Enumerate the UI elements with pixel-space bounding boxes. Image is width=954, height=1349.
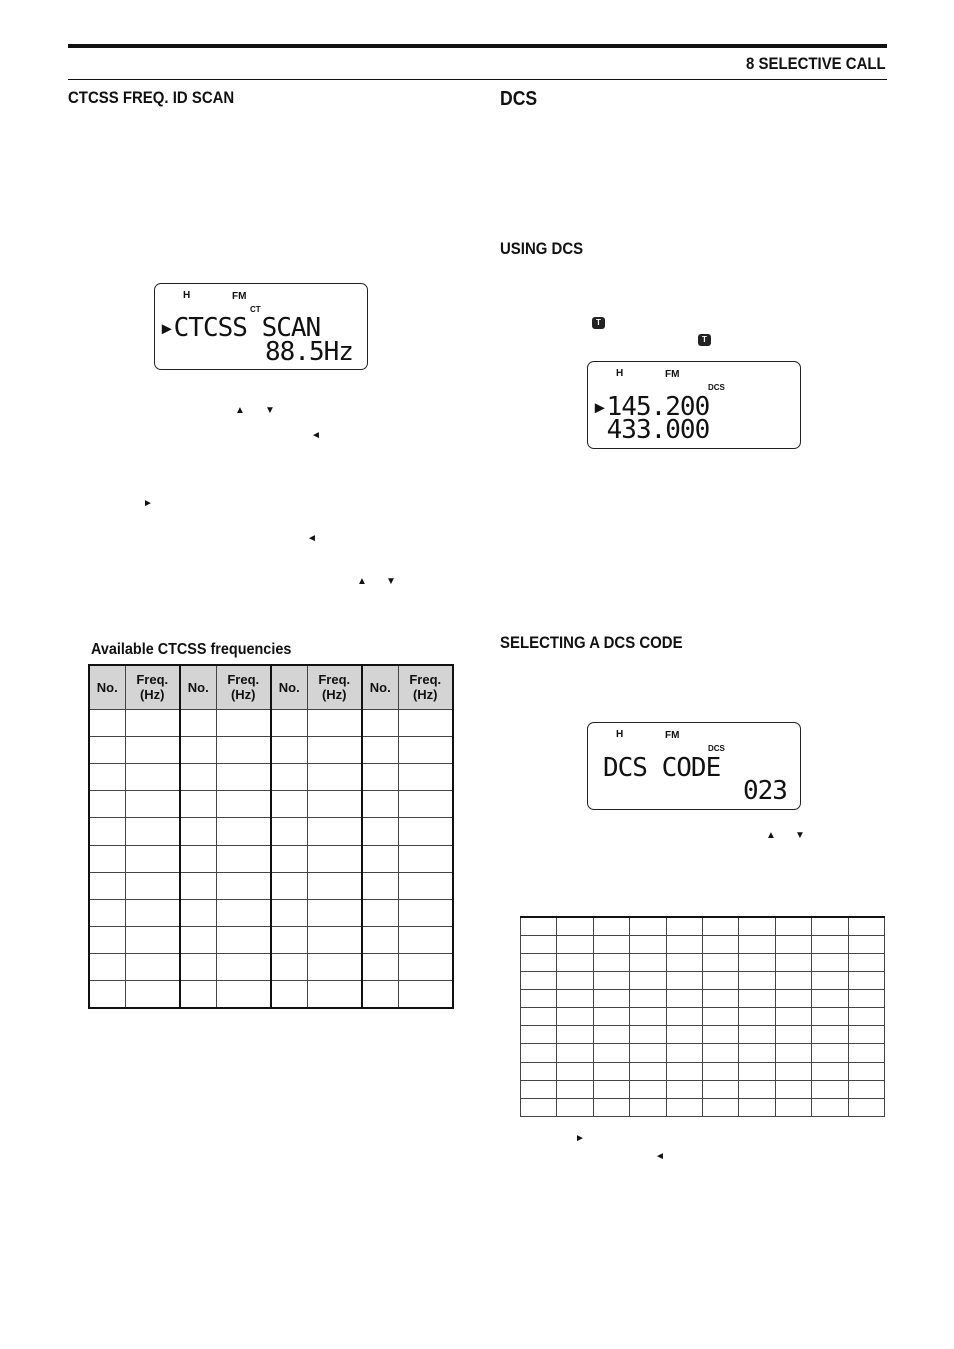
table-cell xyxy=(398,981,453,1008)
table-cell xyxy=(180,927,216,954)
table-cell xyxy=(398,736,453,763)
section-heading-dcs: DCS xyxy=(500,88,538,110)
lcd-indicator-h: H xyxy=(616,729,624,740)
table-cell xyxy=(812,990,848,1008)
table-cell xyxy=(216,818,271,845)
table-cell xyxy=(702,935,738,953)
table-cell xyxy=(812,1062,848,1080)
table-cell xyxy=(775,917,811,935)
table-cell xyxy=(812,917,848,935)
table-cell xyxy=(180,981,216,1008)
up-arrow-icon: ▲ xyxy=(766,830,776,841)
table-cell xyxy=(362,709,398,736)
table-cell xyxy=(702,953,738,971)
lcd-line-2: 023 xyxy=(743,776,787,806)
table-cell xyxy=(307,927,362,954)
table-cell xyxy=(180,791,216,818)
table-cell xyxy=(125,764,180,791)
table-cell xyxy=(216,791,271,818)
table-cell xyxy=(307,845,362,872)
table-cell xyxy=(557,971,593,989)
table-row xyxy=(521,971,885,989)
table-cell xyxy=(180,736,216,763)
table-cell xyxy=(630,1062,666,1080)
table-cell xyxy=(702,917,738,935)
table-cell xyxy=(812,1098,848,1116)
column-header-no: No. xyxy=(89,665,125,709)
table-cell xyxy=(630,1098,666,1116)
table-cell xyxy=(89,764,125,791)
table-cell xyxy=(593,1026,629,1044)
table-cell xyxy=(125,845,180,872)
table-cell xyxy=(739,935,775,953)
lcd-indicator-ct: CT xyxy=(250,305,261,314)
table-cell xyxy=(666,1098,702,1116)
table-cell xyxy=(125,709,180,736)
table-cell xyxy=(362,845,398,872)
table-cell xyxy=(630,953,666,971)
table-cell xyxy=(398,791,453,818)
lcd-line-1: ▸145.200 xyxy=(592,392,710,422)
table-row xyxy=(521,1080,885,1098)
lcd-indicator-fm: FM xyxy=(232,291,247,302)
table-row xyxy=(89,764,453,791)
table-cell xyxy=(739,917,775,935)
table-cell xyxy=(593,917,629,935)
table-cell xyxy=(521,935,557,953)
table-cell xyxy=(216,872,271,899)
table-cell xyxy=(775,971,811,989)
lcd-indicator-h: H xyxy=(183,290,191,301)
table-cell xyxy=(775,1026,811,1044)
table-cell xyxy=(702,1080,738,1098)
table-cell xyxy=(521,1098,557,1116)
down-arrow-icon: ▼ xyxy=(795,830,805,841)
chapter-title: 8 SELECTIVE CALL xyxy=(746,54,886,73)
table-cell xyxy=(398,954,453,981)
table-cell xyxy=(630,935,666,953)
table-cell xyxy=(398,845,453,872)
table-cell xyxy=(666,935,702,953)
table-row xyxy=(521,953,885,971)
table-cell xyxy=(362,764,398,791)
lcd-indicator-fm: FM xyxy=(665,730,680,741)
table-cell xyxy=(180,764,216,791)
table-cell xyxy=(89,791,125,818)
table-cell xyxy=(630,1008,666,1026)
table-cell xyxy=(362,899,398,926)
table-cell xyxy=(271,981,307,1008)
table-cell xyxy=(739,1098,775,1116)
table-cell xyxy=(666,990,702,1008)
table-cell xyxy=(180,845,216,872)
table-cell xyxy=(557,917,593,935)
table-cell xyxy=(848,1080,884,1098)
table-cell xyxy=(307,764,362,791)
table-cell xyxy=(557,1008,593,1026)
table-cell xyxy=(812,971,848,989)
table-cell xyxy=(271,927,307,954)
table-cell xyxy=(812,1080,848,1098)
table-cell xyxy=(89,736,125,763)
table-cell xyxy=(271,709,307,736)
left-arrow-icon: ◄ xyxy=(307,533,317,544)
table-cell xyxy=(89,709,125,736)
table-cell xyxy=(630,1080,666,1098)
table-cell xyxy=(702,1044,738,1062)
table-cell xyxy=(398,818,453,845)
section-heading-ctcss-scan: CTCSS FREQ. ID SCAN xyxy=(68,88,235,107)
table-cell xyxy=(89,845,125,872)
lcd-dcs-frequency xyxy=(587,361,801,449)
table-row xyxy=(521,917,885,935)
table-cell xyxy=(307,954,362,981)
table-cell xyxy=(775,935,811,953)
table-cell xyxy=(271,872,307,899)
table-cell xyxy=(398,764,453,791)
table-cell xyxy=(593,1062,629,1080)
right-arrow-icon: ► xyxy=(143,498,153,509)
table-cell xyxy=(216,764,271,791)
table-row xyxy=(521,1026,885,1044)
table-cell xyxy=(521,1062,557,1080)
table-cell xyxy=(739,1080,775,1098)
table-cell xyxy=(307,736,362,763)
table-row xyxy=(89,818,453,845)
table-cell xyxy=(593,935,629,953)
t-key-icon: T xyxy=(592,317,605,329)
table-cell xyxy=(180,899,216,926)
table-cell xyxy=(739,1026,775,1044)
column-header-freq: Freq. (Hz) xyxy=(398,665,453,709)
table-cell xyxy=(775,1008,811,1026)
table-cell xyxy=(89,872,125,899)
table-cell xyxy=(702,1008,738,1026)
table-cell xyxy=(125,927,180,954)
table-cell xyxy=(216,736,271,763)
table-row xyxy=(521,935,885,953)
table-cell xyxy=(775,1080,811,1098)
table-cell xyxy=(666,917,702,935)
table-cell xyxy=(848,990,884,1008)
table-cell xyxy=(848,917,884,935)
lcd-dcs-code xyxy=(587,722,801,810)
table-row xyxy=(521,1098,885,1116)
table-cell xyxy=(216,709,271,736)
table-cell xyxy=(702,1098,738,1116)
lcd-line-2: 433.000 xyxy=(592,415,710,445)
table-cell xyxy=(125,736,180,763)
table-cell xyxy=(521,953,557,971)
table-cell xyxy=(702,990,738,1008)
table-cell xyxy=(593,1044,629,1062)
table-cell xyxy=(739,990,775,1008)
table-cell xyxy=(398,927,453,954)
table-cell xyxy=(271,954,307,981)
table-cell xyxy=(89,927,125,954)
table-cell xyxy=(739,1008,775,1026)
table-cell xyxy=(362,954,398,981)
table-cell xyxy=(362,927,398,954)
table-cell xyxy=(630,917,666,935)
lcd-line-2: 88.5Hz xyxy=(265,337,353,367)
table-cell xyxy=(307,709,362,736)
table-cell xyxy=(666,971,702,989)
table-cell xyxy=(125,899,180,926)
table-cell xyxy=(180,872,216,899)
table-cell xyxy=(521,971,557,989)
table-cell xyxy=(521,1080,557,1098)
table-cell xyxy=(666,1008,702,1026)
table-cell xyxy=(271,845,307,872)
header-rule-thick xyxy=(68,44,887,48)
table-cell xyxy=(739,1062,775,1080)
header-rule-thin xyxy=(68,79,887,80)
table-cell xyxy=(307,791,362,818)
table-cell xyxy=(812,1044,848,1062)
table-row xyxy=(89,791,453,818)
table-cell xyxy=(557,1098,593,1116)
ctcss-frequency-table xyxy=(88,664,454,1009)
table-cell xyxy=(739,1044,775,1062)
table-cell xyxy=(362,736,398,763)
table-cell xyxy=(557,935,593,953)
table-cell xyxy=(362,818,398,845)
table-cell xyxy=(521,1026,557,1044)
right-arrow-icon: ► xyxy=(575,1133,585,1144)
table-cell xyxy=(848,971,884,989)
table-cell xyxy=(125,954,180,981)
lcd-indicator-dcs: DCS xyxy=(708,383,725,392)
table-row xyxy=(89,872,453,899)
lcd-ctcss-scan xyxy=(154,283,368,370)
dcs-code-table xyxy=(520,916,885,1117)
table-cell xyxy=(557,990,593,1008)
table-cell xyxy=(666,1080,702,1098)
table-row xyxy=(89,736,453,763)
table-cell xyxy=(812,953,848,971)
down-arrow-icon: ▼ xyxy=(386,576,396,587)
table-cell xyxy=(216,845,271,872)
table-row xyxy=(89,981,453,1008)
table-cell xyxy=(848,1026,884,1044)
table-cell xyxy=(271,736,307,763)
table-cell xyxy=(812,935,848,953)
table-cell xyxy=(775,1044,811,1062)
table-cell xyxy=(630,971,666,989)
table-caption: Available CTCSS frequencies xyxy=(91,641,292,658)
table-row xyxy=(89,927,453,954)
table-cell xyxy=(593,1080,629,1098)
table-cell xyxy=(666,1026,702,1044)
table-cell xyxy=(557,1044,593,1062)
column-header-freq: Freq. (Hz) xyxy=(216,665,271,709)
table-cell xyxy=(398,872,453,899)
up-arrow-icon: ▲ xyxy=(235,405,245,416)
table-cell xyxy=(89,818,125,845)
table-row xyxy=(89,709,453,736)
table-cell xyxy=(630,1026,666,1044)
table-cell xyxy=(739,971,775,989)
table-cell xyxy=(593,1098,629,1116)
table-cell xyxy=(593,1008,629,1026)
table-cell xyxy=(666,1044,702,1062)
table-cell xyxy=(216,927,271,954)
table-cell xyxy=(216,981,271,1008)
table-cell xyxy=(89,899,125,926)
lcd-indicator-h: H xyxy=(616,368,624,379)
table-cell xyxy=(630,990,666,1008)
column-header-no: No. xyxy=(271,665,307,709)
table-cell xyxy=(89,954,125,981)
table-cell xyxy=(812,1008,848,1026)
table-cell xyxy=(125,872,180,899)
table-cell xyxy=(271,818,307,845)
table-cell xyxy=(775,990,811,1008)
table-cell xyxy=(666,1062,702,1080)
table-cell xyxy=(557,1062,593,1080)
lcd-indicator-fm: FM xyxy=(665,369,680,380)
table-cell xyxy=(271,899,307,926)
down-arrow-icon: ▼ xyxy=(265,405,275,416)
table-cell xyxy=(848,935,884,953)
table-cell xyxy=(848,953,884,971)
table-cell xyxy=(180,954,216,981)
table-cell xyxy=(848,1062,884,1080)
column-header-no: No. xyxy=(180,665,216,709)
t-key-icon: T xyxy=(698,334,711,346)
table-cell xyxy=(398,899,453,926)
table-header-row xyxy=(89,665,453,709)
lcd-line-1: ▸CTCSS SCAN xyxy=(159,313,321,343)
table-cell xyxy=(557,953,593,971)
table-cell xyxy=(557,1026,593,1044)
table-cell xyxy=(307,899,362,926)
table-cell xyxy=(125,981,180,1008)
table-cell xyxy=(593,953,629,971)
table-row xyxy=(89,899,453,926)
table-row xyxy=(89,954,453,981)
table-cell xyxy=(848,1098,884,1116)
table-cell xyxy=(812,1026,848,1044)
table-cell xyxy=(180,818,216,845)
table-cell xyxy=(521,1044,557,1062)
table-cell xyxy=(775,953,811,971)
left-arrow-icon: ◄ xyxy=(655,1151,665,1162)
table-cell xyxy=(557,1080,593,1098)
table-cell xyxy=(125,791,180,818)
table-cell xyxy=(216,954,271,981)
table-cell xyxy=(630,1044,666,1062)
lcd-line-1: DCS CODE xyxy=(603,753,721,783)
section-heading-selecting-dcs-code: SELECTING A DCS CODE xyxy=(500,633,683,652)
table-cell xyxy=(89,981,125,1008)
table-cell xyxy=(666,953,702,971)
table-cell xyxy=(775,1062,811,1080)
lcd-indicator-dcs: DCS xyxy=(708,744,725,753)
table-cell xyxy=(362,981,398,1008)
table-cell xyxy=(593,971,629,989)
table-cell xyxy=(521,990,557,1008)
table-cell xyxy=(848,1044,884,1062)
table-row xyxy=(521,1062,885,1080)
table-cell xyxy=(362,872,398,899)
table-cell xyxy=(593,990,629,1008)
column-header-freq: Freq. (Hz) xyxy=(307,665,362,709)
table-cell xyxy=(307,981,362,1008)
table-row xyxy=(521,1008,885,1026)
table-cell xyxy=(271,791,307,818)
table-cell xyxy=(307,872,362,899)
column-header-no: No. xyxy=(362,665,398,709)
table-cell xyxy=(702,971,738,989)
table-cell xyxy=(125,818,180,845)
table-row xyxy=(521,990,885,1008)
table-cell xyxy=(702,1026,738,1044)
table-cell xyxy=(398,709,453,736)
table-cell xyxy=(180,709,216,736)
table-row xyxy=(89,845,453,872)
table-cell xyxy=(521,1008,557,1026)
table-cell xyxy=(848,1008,884,1026)
up-arrow-icon: ▲ xyxy=(357,576,367,587)
table-cell xyxy=(739,953,775,971)
table-cell xyxy=(702,1062,738,1080)
column-header-freq: Freq. (Hz) xyxy=(125,665,180,709)
left-arrow-icon: ◄ xyxy=(311,430,321,441)
section-heading-using-dcs: USING DCS xyxy=(500,239,584,258)
table-cell xyxy=(307,818,362,845)
table-row xyxy=(521,1044,885,1062)
table-cell xyxy=(775,1098,811,1116)
table-cell xyxy=(362,791,398,818)
table-cell xyxy=(271,764,307,791)
table-cell xyxy=(216,899,271,926)
table-cell xyxy=(521,917,557,935)
